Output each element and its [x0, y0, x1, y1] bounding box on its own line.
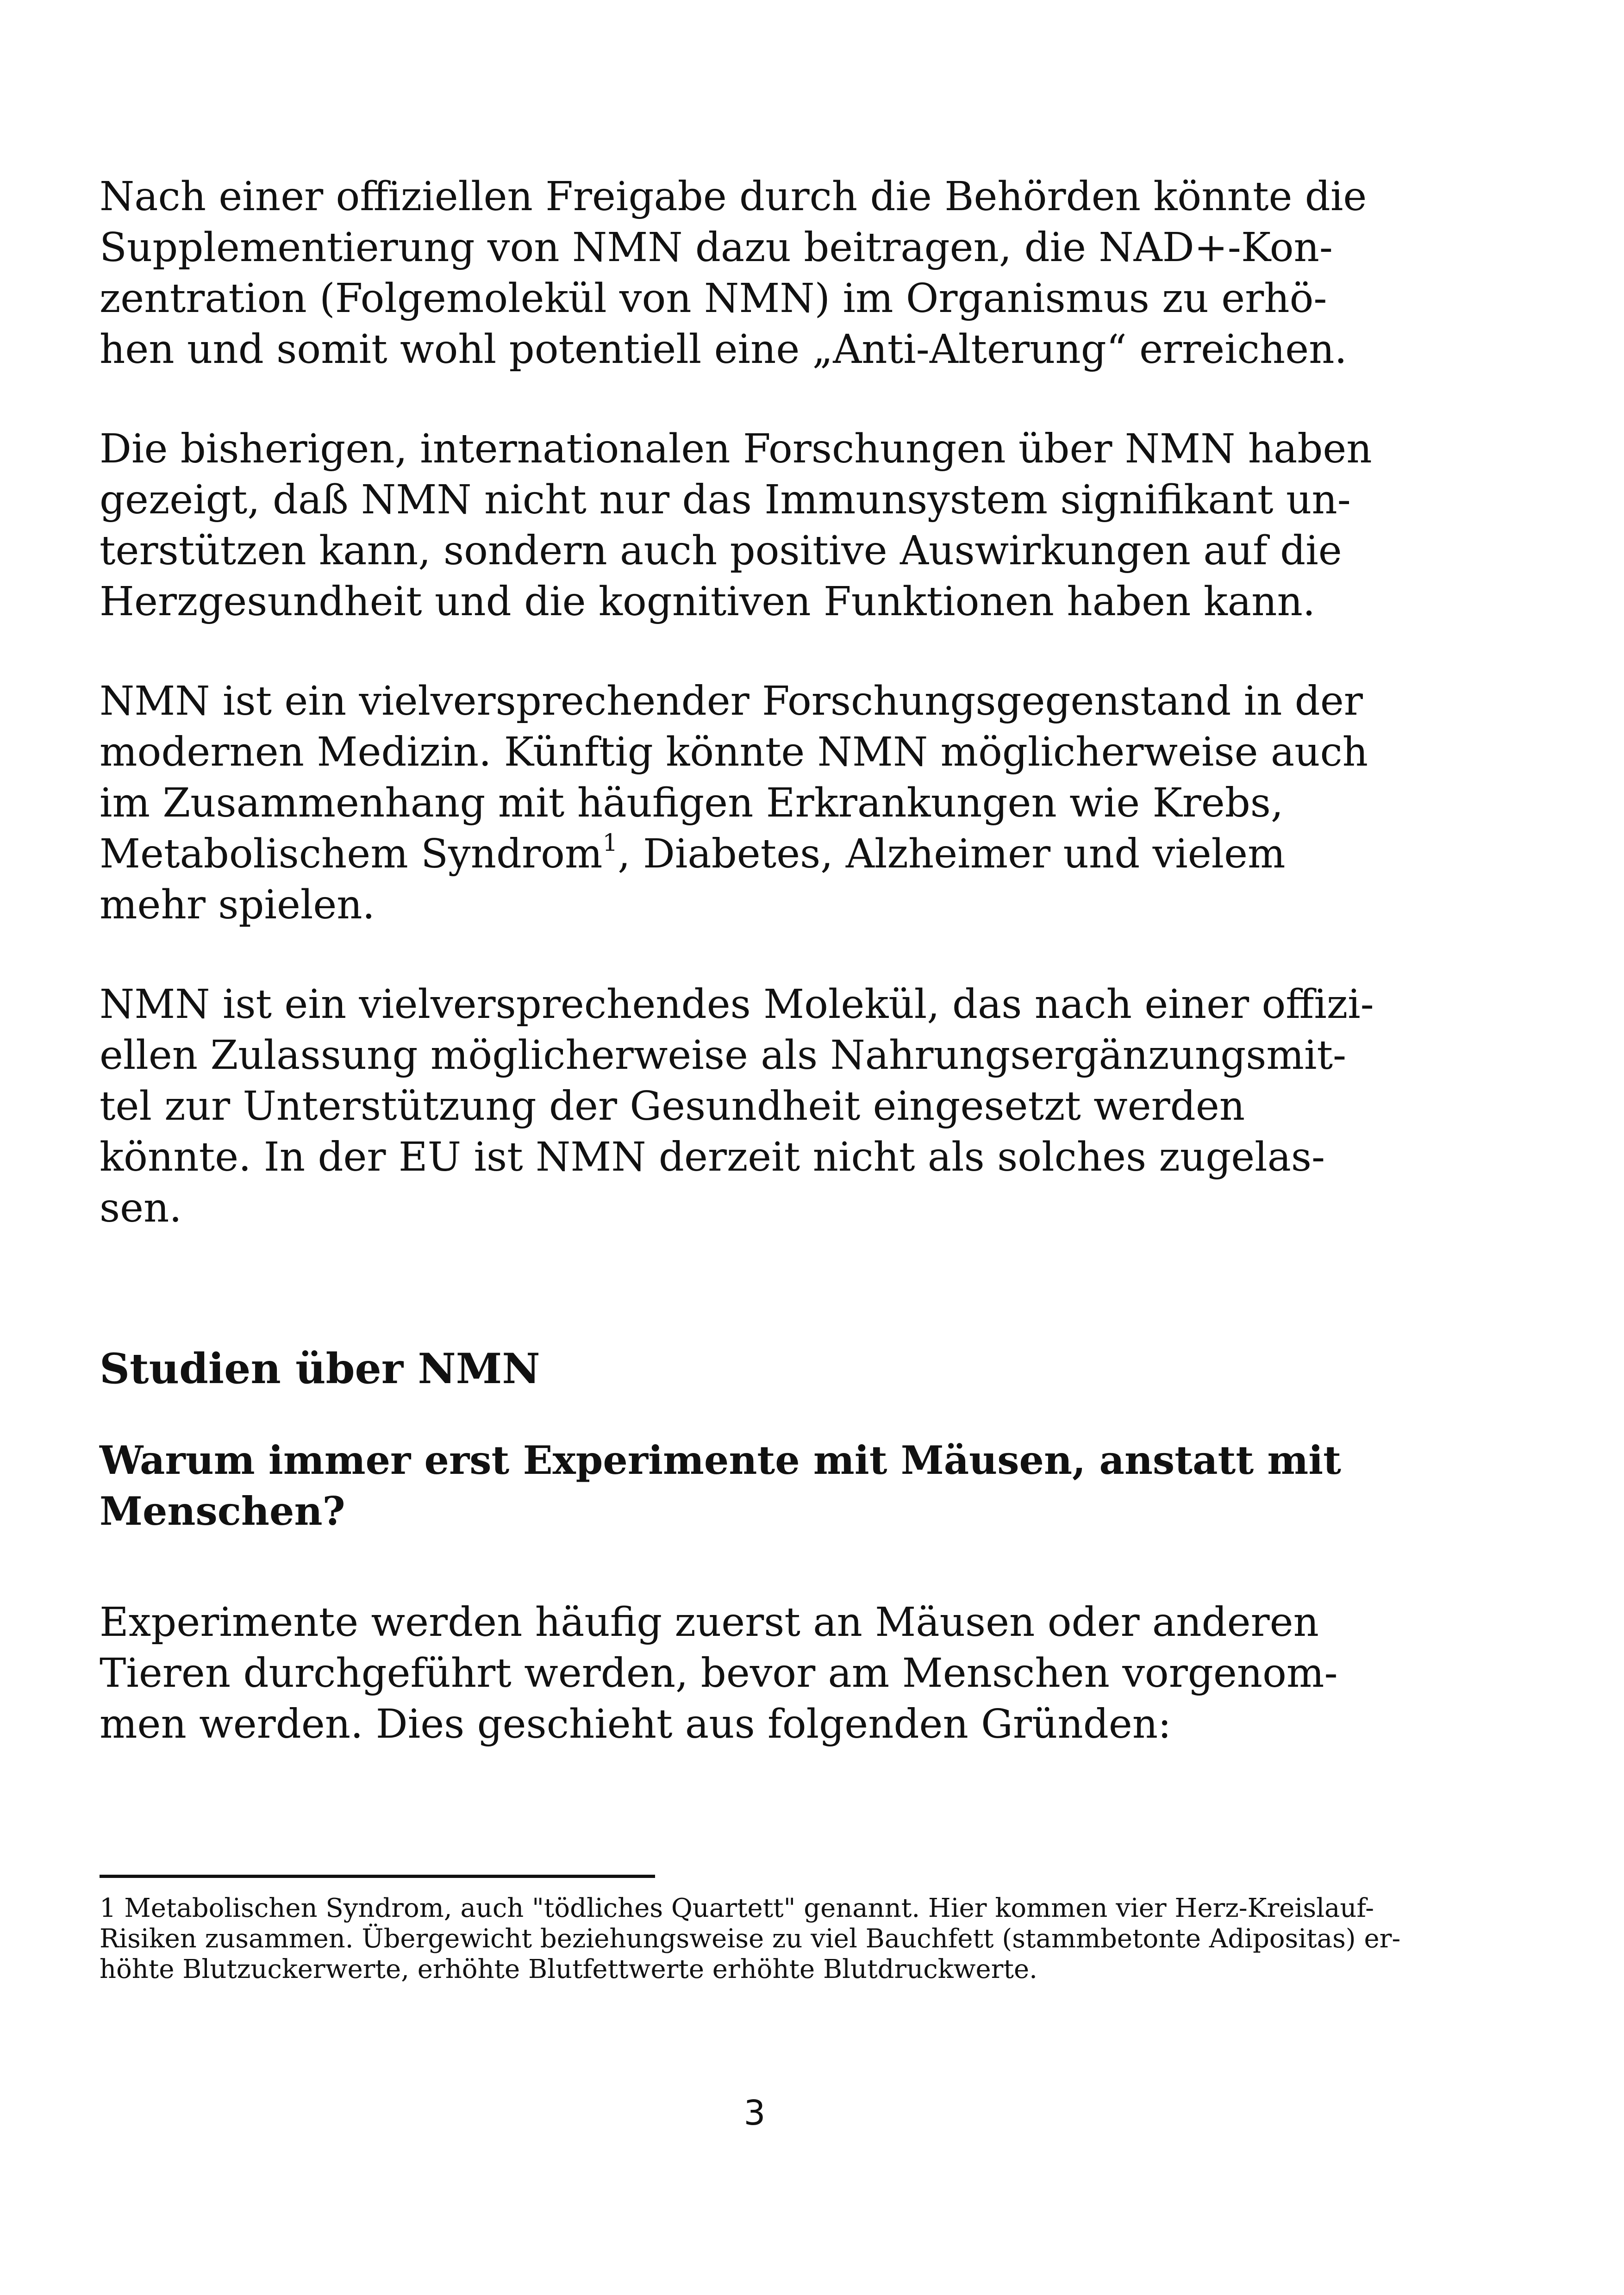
footnote-line-1: 1 Metabolischen Syndrom, auch "tödliches Quartett" genannt. Hier kommen vier Herz-Kreislauf- — [100, 1893, 1374, 1923]
paragraph-3-text-before-footnote: Metabolischem Syndrom — [100, 831, 603, 877]
paragraph-2-line-2: gezeigt, daß NMN nicht nur das Immunsystem signifikant un- — [100, 477, 1351, 523]
footnote-line-3: höhte Blutzuckerwerte, erhöhte Blutfettwerte erhöhte Blutdruckwerte. — [100, 1954, 1037, 1984]
paragraph-3-line-2: modernen Medizin. Künftig könnte NMN möglicherweise auch — [100, 729, 1368, 775]
section-heading: Studien über NMN — [100, 1344, 540, 1393]
footnote-line-2: Risiken zusammen. Übergewicht beziehungsweise zu viel Bauchfett (stammbetonte Adipositas) er- — [100, 1924, 1401, 1954]
paragraph-1-line-1: Nach einer offiziellen Freigabe durch die Behörden könnte die — [100, 174, 1367, 220]
page-number: 3 — [743, 2093, 766, 2133]
paragraph-2-line-3: terstützen kann, sondern auch positive Auswirkungen auf die — [100, 528, 1342, 574]
paragraph-5-line-2: Tieren durchgeführt werden, bevor am Menschen vorgenom- — [100, 1650, 1338, 1696]
paragraph-4-line-2: ellen Zulassung möglicherweise als Nahrungsergänzungsmit- — [100, 1032, 1347, 1079]
paragraph-4-line-1: NMN ist ein vielversprechendes Molekül, das nach einer offizi- — [100, 981, 1374, 1028]
subsection-heading-line-2: Menschen? — [100, 1488, 345, 1534]
paragraph-3-text-after-footnote: , Diabetes, Alzheimer und vielem — [618, 831, 1286, 877]
paragraph-5-line-3: men werden. Dies geschieht aus folgenden Gründen: — [100, 1701, 1172, 1747]
paragraph-1-line-4: hen und somit wohl potentiell eine „Anti-Alterung“ erreichen. — [100, 326, 1347, 373]
paragraph-2-line-4: Herzgesundheit und die kognitiven Funktionen haben kann. — [100, 579, 1316, 625]
paragraph-4-line-3: tel zur Unterstützung der Gesundheit eingesetzt werden — [100, 1083, 1245, 1129]
paragraph-1-line-2: Supplementierung von NMN dazu beitragen, die NAD+-Kon- — [100, 225, 1333, 271]
paragraph-3-line-4 — [100, 829, 1286, 879]
paragraph-3-line-5: mehr spielen. — [100, 882, 375, 928]
footnote-separator — [100, 1875, 655, 1878]
footnote-reference-1[interactable]: 1 — [602, 829, 618, 857]
paragraph-2-line-1: Die bisherigen, internationalen Forschungen über NMN haben — [100, 426, 1372, 472]
paragraph-1-line-3: zentration (Folgemolekül von NMN) im Organismus zu erhö- — [100, 275, 1327, 322]
paragraph-3-line-3: im Zusammenhang mit häufigen Erkrankungen wie Krebs, — [100, 780, 1284, 826]
paragraph-5-line-1: Experimente werden häufig zuerst an Mäusen oder anderen — [100, 1599, 1319, 1646]
paragraph-4-line-4: könnte. In der EU ist NMN derzeit nicht als solches zugelas- — [100, 1134, 1325, 1180]
subsection-heading-line-1: Warum immer erst Experimente mit Mäusen, anstatt mit — [100, 1437, 1341, 1483]
paragraph-3-line-1: NMN ist ein vielversprechender Forschungsgegenstand in der — [100, 678, 1363, 724]
paragraph-4-line-5: sen. — [100, 1185, 182, 1231]
